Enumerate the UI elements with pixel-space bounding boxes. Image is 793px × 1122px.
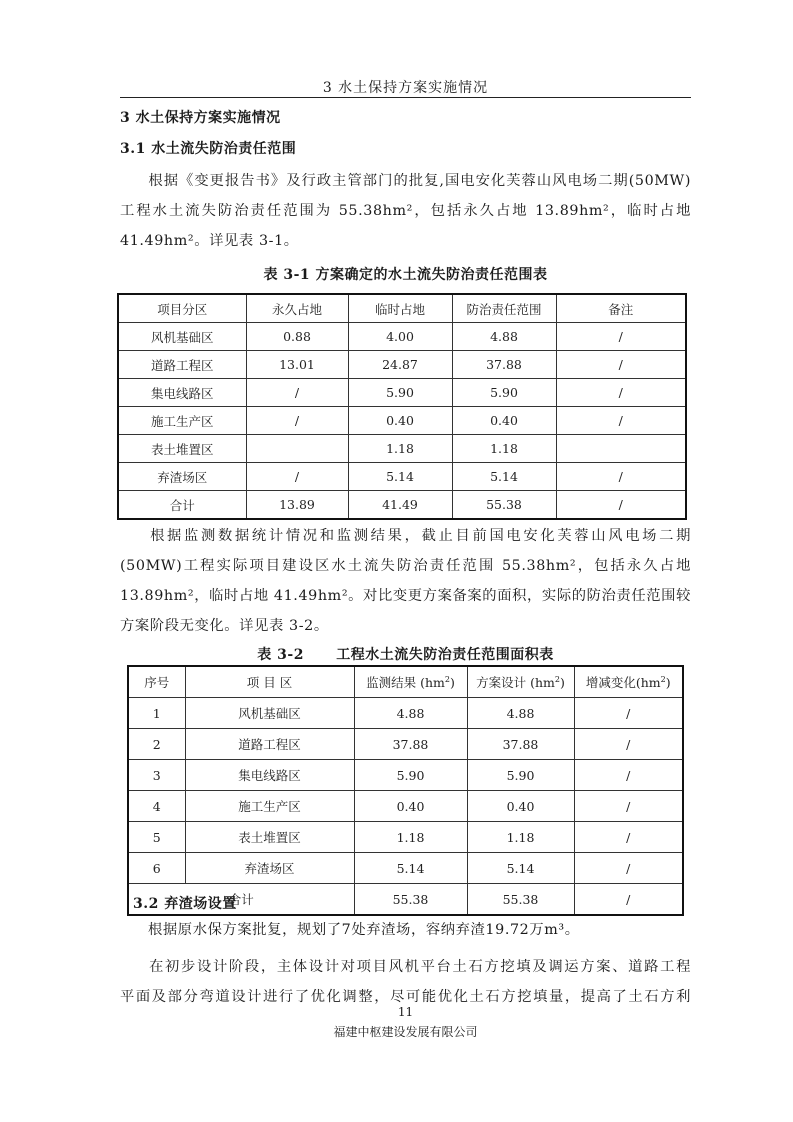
paragraph-line <box>120 166 691 196</box>
paragraph-line <box>120 952 691 982</box>
table-cell: 弃渣场区 <box>185 853 354 884</box>
table-row <box>128 791 683 822</box>
page-footer: 福建中枢建设发展有限公司 <box>333 1025 478 1039</box>
header-rule <box>120 97 691 98</box>
table-cell <box>246 435 348 463</box>
table-row <box>128 729 683 760</box>
line-text: 根据监测数据统计情况和监测结果，截止目前国电安化芙蓉山风电场二期 <box>148 528 691 544</box>
column-header: 临时占地 <box>348 294 452 323</box>
table-cell: 5.90 <box>467 760 574 791</box>
table-cell: 4 <box>128 791 185 822</box>
table-cell: / <box>556 407 686 435</box>
subsection-title-3-1: 3.1 水土流失防治责任范围 <box>120 141 297 157</box>
table-cell: 5.90 <box>348 379 452 407</box>
table-cell: / <box>556 491 686 520</box>
table-cell: 37.88 <box>467 729 574 760</box>
paragraph-2 <box>120 521 691 641</box>
section-title: 3 水土保持方案实施情况 <box>120 110 281 126</box>
table-row <box>128 698 683 729</box>
table-cell: / <box>574 884 683 916</box>
subsection-title-3-2: 3.2 弃渣场设置 <box>133 896 237 912</box>
paragraph-line <box>120 226 691 256</box>
column-header: 防治责任范围 <box>452 294 556 323</box>
table-cell: / <box>246 379 348 407</box>
table-row <box>128 760 683 791</box>
table-cell: / <box>246 407 348 435</box>
header-text: ) <box>449 675 455 690</box>
table-cell: 5.90 <box>452 379 556 407</box>
table-cell: 37.88 <box>452 351 556 379</box>
table-cell: 施工生产区 <box>185 791 354 822</box>
table-cell: 0.88 <box>246 323 348 351</box>
table-cell: 0.40 <box>348 407 452 435</box>
table-cell: 13.01 <box>246 351 348 379</box>
table-cell: / <box>574 853 683 884</box>
superscript: 2 <box>660 674 666 684</box>
table-cell: 1.18 <box>452 435 556 463</box>
line-text: 41.49hm²。详见表 3-1。 <box>120 233 299 249</box>
column-header: 永久占地 <box>246 294 348 323</box>
table-cell: 2 <box>128 729 185 760</box>
table-cell: 施工生产区 <box>118 407 246 435</box>
table-cell: / <box>556 351 686 379</box>
table-cell: 集电线路区 <box>118 379 246 407</box>
table-cell: / <box>246 463 348 491</box>
table-row <box>118 463 686 491</box>
table-cell: 风机基础区 <box>185 698 354 729</box>
header-text: 增减变化(hm <box>585 675 661 690</box>
table-cell: 5.14 <box>354 853 467 884</box>
table-cell: 4.88 <box>467 698 574 729</box>
table-cell: / <box>556 463 686 491</box>
table-cell: 弃渣场区 <box>118 463 246 491</box>
table-cell: 合计 <box>118 491 246 520</box>
page-number: 11 <box>397 1005 414 1019</box>
paragraph-3 <box>120 915 691 945</box>
table-cell: 55.38 <box>467 884 574 916</box>
table-2 <box>127 665 684 916</box>
table-cell: 5.14 <box>467 853 574 884</box>
line-text: 工程水土流失防治责任范围为 55.38hm²，包括永久占地 13.89hm²，临时占地 <box>120 203 691 219</box>
table-cell: 0.40 <box>354 791 467 822</box>
table-cell: / <box>556 323 686 351</box>
table-cell: 1 <box>128 698 185 729</box>
paragraph-line <box>120 196 691 226</box>
header-text: 监测结果 (hm <box>366 675 445 690</box>
column-header <box>574 666 683 698</box>
table-cell: / <box>574 791 683 822</box>
column-header <box>354 666 467 698</box>
table-cell: 55.38 <box>452 491 556 520</box>
table-cell: 6 <box>128 853 185 884</box>
table-cell: 道路工程区 <box>185 729 354 760</box>
table-cell: 集电线路区 <box>185 760 354 791</box>
line-text: 平面及部分弯道设计进行了优化调整，尽可能优化土石方挖填量，提高了土石方利 <box>120 989 691 1005</box>
table-cell: 风机基础区 <box>118 323 246 351</box>
superscript: 2 <box>444 674 450 684</box>
table-row <box>128 853 683 884</box>
table-cell: 1.18 <box>354 822 467 853</box>
table-cell: / <box>556 379 686 407</box>
table-cell: / <box>574 760 683 791</box>
line-text: 方案阶段无变化。详见表 3-2。 <box>120 618 329 634</box>
table-cell: 24.87 <box>348 351 452 379</box>
line-text: (50MW)工程实际项目建设区水土流失防治责任范围 55.38hm²，包括永久占地 <box>120 558 691 574</box>
column-header <box>467 666 574 698</box>
table-cell: 道路工程区 <box>118 351 246 379</box>
column-header: 项 目 区 <box>185 666 354 698</box>
paragraph-4 <box>120 952 691 1012</box>
running-header: 3 水土保持方案实施情况 <box>322 80 489 96</box>
table-cell: 3 <box>128 760 185 791</box>
table-cell: 4.00 <box>348 323 452 351</box>
table-row <box>118 491 686 520</box>
table-cell: 41.49 <box>348 491 452 520</box>
table-cell: 表土堆置区 <box>185 822 354 853</box>
paragraph-line <box>120 915 691 945</box>
table-cell: 0.40 <box>467 791 574 822</box>
table-header-row <box>128 666 683 698</box>
table-row <box>118 379 686 407</box>
table-cell: 1.18 <box>348 435 452 463</box>
table-cell: / <box>574 698 683 729</box>
header-text: ) <box>665 675 671 690</box>
table-cell: 0.40 <box>452 407 556 435</box>
header-text: ) <box>559 675 565 690</box>
table-cell: 5.14 <box>348 463 452 491</box>
table-cell: 55.38 <box>354 884 467 916</box>
line-text: 根据原水保方案批复，规划了7处弃渣场，容纳弃渣19.72万m³。 <box>148 922 580 938</box>
table-cell: 表土堆置区 <box>118 435 246 463</box>
column-header: 项目分区 <box>118 294 246 323</box>
table-cell <box>556 435 686 463</box>
table-cell: 5.90 <box>354 760 467 791</box>
table-cell: 13.89 <box>246 491 348 520</box>
table-row <box>118 351 686 379</box>
paragraph-1 <box>120 166 691 256</box>
table-1 <box>117 293 687 520</box>
paragraph-line <box>120 551 691 581</box>
paragraph-line <box>120 581 691 611</box>
table-cell: 合计 <box>128 884 354 916</box>
table-header-row <box>118 294 686 323</box>
table-cell: 4.88 <box>452 323 556 351</box>
paragraph-line <box>120 611 691 641</box>
table-row <box>118 435 686 463</box>
table-row <box>118 407 686 435</box>
table-2-caption: 表 3-2 工程水土流失防治责任范围面积表 <box>257 647 554 663</box>
table-cell: 37.88 <box>354 729 467 760</box>
line-text: 13.89hm²，临时占地 41.49hm²。对比变更方案备案的面积，实际的防治责任范围较 <box>120 588 691 604</box>
table-cell: 1.18 <box>467 822 574 853</box>
table-1-caption: 表 3-1 方案确定的水土流失防治责任范围表 <box>263 267 548 283</box>
table-cell: / <box>574 729 683 760</box>
column-header: 序号 <box>128 666 185 698</box>
paragraph-line <box>120 521 691 551</box>
table-cell: / <box>574 822 683 853</box>
table-cell: 4.88 <box>354 698 467 729</box>
line-text: 根据《变更报告书》及行政主管部门的批复,国电安化芙蓉山风电场二期(50MW) <box>148 173 691 189</box>
table-row <box>128 822 683 853</box>
table-row <box>118 323 686 351</box>
column-header: 备注 <box>556 294 686 323</box>
superscript: 2 <box>554 674 560 684</box>
table-cell: 5.14 <box>452 463 556 491</box>
line-text: 在初步设计阶段，主体设计对项目风机平台土石方挖填及调运方案、道路工程 <box>148 959 691 975</box>
table-cell: 5 <box>128 822 185 853</box>
header-text: 方案设计 (hm <box>476 675 555 690</box>
